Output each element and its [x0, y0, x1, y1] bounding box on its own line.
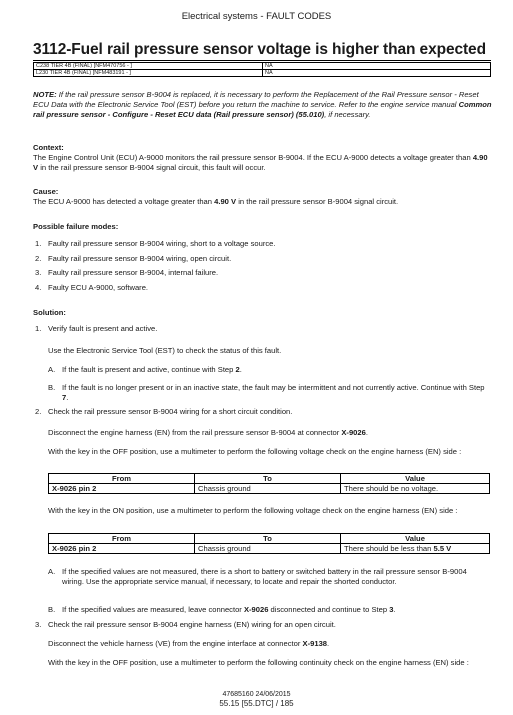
failure-mode-item: Faulty rail pressure sensor B-9004, internal failure. — [48, 268, 219, 277]
failure-mode-number: 3. — [35, 268, 42, 277]
step-2-para-text: Disconnect the engine harness (EN) from the rail pressure sensor B-9004 at connector — [48, 428, 342, 437]
col-to: To — [195, 474, 341, 484]
table-row — [49, 544, 490, 554]
page-number: 55.15 [55.DTC] / 185 — [219, 699, 294, 708]
step-3-para — [48, 639, 490, 649]
step-1-a — [62, 365, 490, 375]
step-3-para-tail: . — [327, 639, 330, 648]
substep-letter: B. — [48, 383, 56, 392]
note-label: NOTE: — [33, 90, 57, 99]
table-row — [49, 484, 490, 494]
running-header: Electrical systems - FAULT CODES — [181, 11, 332, 22]
step-ref: 3 — [389, 605, 394, 614]
step-number: 3. — [35, 620, 42, 629]
col-from: From — [49, 474, 195, 484]
substep-letter: A. — [48, 567, 56, 576]
failure-mode-item: Faulty rail pressure sensor B-9004 wiring, open circuit. — [48, 254, 232, 263]
title-rule — [33, 60, 491, 61]
cell-value: There should be no voltage. — [341, 484, 490, 494]
model-table — [33, 62, 491, 77]
note-text: If the rail pressure sensor B-9004 is replaced, it is necessary to perform the Replacement of the Rail Pressure sensor - Reset ECU Data with the Electronic Service Tool (EST) before you return the machine to service. Refer to the engine service manual — [33, 90, 479, 109]
step-1-b-tail: . — [66, 393, 69, 402]
step-2-b-mid: disconnected and continue to Step — [268, 605, 390, 614]
model-row — [34, 70, 491, 77]
solution-heading: Solution: — [33, 308, 66, 317]
cell-value-voltage: 5.5 V — [433, 544, 452, 553]
step-2-text: Check the rail pressure sensor B-9004 wiring for a short circuit condition. — [48, 407, 293, 416]
step-1-a-text: If the fault is present and active, continue with Step — [62, 365, 236, 374]
connector-ref: X-9138 — [302, 639, 328, 648]
cell-to: Chassis ground — [195, 484, 341, 494]
model-value: NA — [263, 63, 491, 70]
cell-value — [341, 544, 490, 554]
step-1-text: Verify fault is present and active. — [48, 324, 158, 333]
failure-modes-heading: Possible failure modes: — [33, 222, 119, 231]
failure-mode-number: 1. — [35, 239, 42, 248]
col-to: To — [195, 534, 341, 544]
step-1-a-tail: . — [239, 365, 242, 374]
connector-ref: X-9026 — [243, 605, 269, 614]
cell-to: Chassis ground — [195, 544, 341, 554]
step-3-text: Check the rail pressure sensor B-9004 engine harness (EN) wiring for an open circuit. — [48, 620, 336, 629]
note-tail: , if necessary. — [324, 110, 371, 119]
substep-letter: A. — [48, 365, 56, 374]
model-value: NA — [263, 70, 491, 77]
context-text-a: The Engine Control Unit (ECU) A-9000 monitors the rail pressure sensor B-9004. If the ECU A-9000 detects a voltage greater than — [33, 153, 473, 162]
cause-text-a: The ECU A-9000 has detected a voltage greater than — [33, 197, 215, 206]
note-procedure: Common rail pressure sensor - Configure - Reset ECU data (Rail pressure sensor) (55.010) — [33, 100, 492, 119]
cell-from: X-9026 pin 2 — [49, 544, 195, 554]
table-header-row — [49, 534, 490, 544]
failure-mode-item: Faulty rail pressure sensor B-9004 wiring, short to a voltage source. — [48, 239, 276, 248]
voltage-check-table-on — [48, 533, 490, 554]
cause-voltage: 4.90 V — [214, 197, 237, 206]
document-number: 47685160 24/06/2015 — [222, 691, 291, 698]
connector-ref: X-9026 — [341, 428, 366, 437]
step-2-b-text: If the specified values are measured, leave connector — [62, 605, 244, 614]
col-value: Value — [341, 474, 490, 484]
failure-mode-number: 2. — [35, 254, 42, 263]
voltage-check-off: With the key in the OFF position, use a multimeter to perform the following voltage check on the engine harness (EN) side : — [48, 447, 462, 456]
fault-title: 3112-Fuel rail pressure sensor voltage is higher than expected — [33, 41, 486, 58]
context-heading: Context: — [33, 143, 64, 152]
cause-heading: Cause: — [33, 187, 59, 196]
table-header-row — [49, 474, 490, 484]
context-text — [33, 153, 493, 173]
cell-value-text: There should be less than — [344, 544, 434, 553]
context-voltage: 4.90 V — [33, 153, 488, 172]
substep-letter: B. — [48, 605, 56, 614]
step-2-para-tail: . — [365, 428, 368, 437]
step-number: 1. — [35, 324, 42, 333]
model-name: L230 TIER 4B (FINAL) [NFM483191 - ] — [34, 70, 263, 77]
step-ref: 2 — [235, 365, 240, 374]
step-2-a: If the specified values are not measured, there is a short to battery or switched battery in the rail pressure sensor B-9004 wiring. Use the appropriate service manual, if necessary, to locate and repair the shorted conductor. — [62, 567, 467, 586]
cause-text-b: in the rail pressure sensor B-9004 signal circuit. — [236, 197, 399, 206]
step-3-para-text: Disconnect the vehicle harness (VE) from the engine interface at connector — [48, 639, 303, 648]
voltage-check-on: With the key in the ON position, use a multimeter to perform the following voltage check on the engine harness (EN) side : — [48, 506, 458, 515]
step-2-b — [62, 605, 490, 615]
step-1-para: Use the Electronic Service Tool (EST) to check the status of this fault. — [48, 346, 282, 355]
model-row — [34, 63, 491, 70]
voltage-check-table-off — [48, 473, 490, 494]
cause-text — [33, 197, 493, 207]
step-2-b-tail: . — [393, 605, 396, 614]
step-2-para — [48, 428, 490, 438]
continuity-check-off: With the key in the OFF position, use a multimeter to perform the following continuity check on the engine harness (EN) side : — [48, 658, 469, 667]
page-footer — [0, 691, 513, 708]
col-from: From — [49, 534, 195, 544]
step-1-b — [62, 383, 490, 403]
step-1-b-text: If the fault is no longer present or in an inactive state, the fault may be intermittent and not currently active. Continue with Step — [62, 383, 485, 392]
context-text-b: in the rail pressure sensor B-9004 signal circuit, this fault will occur. — [38, 163, 266, 172]
model-name: C238 TIER 4B (FINAL) [NFM470756 - ] — [34, 63, 263, 70]
step-ref: 7 — [62, 393, 67, 402]
note-paragraph — [33, 90, 493, 120]
col-value: Value — [341, 534, 490, 544]
step-number: 2. — [35, 407, 42, 416]
failure-mode-item: Faulty ECU A-9000, software. — [48, 283, 149, 292]
cell-from: X-9026 pin 2 — [49, 484, 195, 494]
failure-mode-number: 4. — [35, 283, 42, 292]
